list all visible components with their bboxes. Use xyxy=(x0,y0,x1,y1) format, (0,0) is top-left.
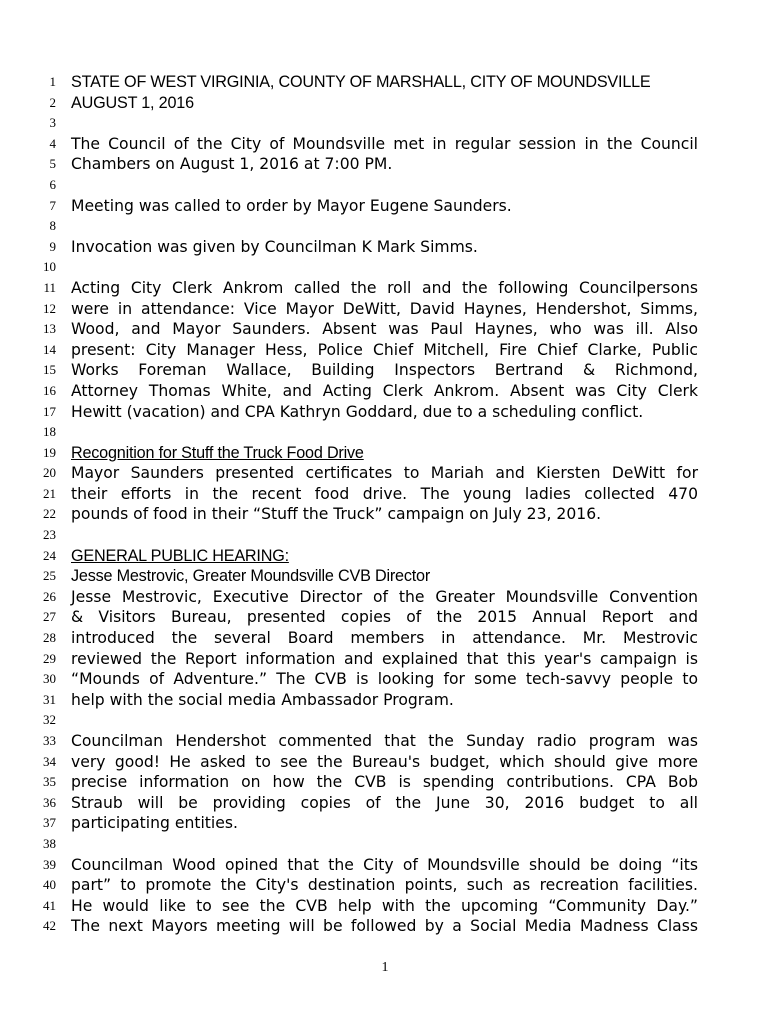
line-text: STATE OF WEST VIRGINIA, COUNTY OF MARSHALL, CITY OF MOUNDSVILLE xyxy=(71,73,651,91)
document-line xyxy=(0,813,770,834)
line-text: “Mounds of Adventure.” The CVB is looking for some tech-savvy people to xyxy=(71,670,698,689)
line-number: 28 xyxy=(43,630,56,646)
document-line xyxy=(0,587,770,608)
line-number: 14 xyxy=(43,341,56,357)
line-number: 42 xyxy=(43,918,56,934)
line-number: 2 xyxy=(49,94,56,110)
document-line xyxy=(0,484,770,505)
line-text: present: City Manager Hess, Police Chief Mitchell, Fire Chief Clarke, Public xyxy=(71,340,698,359)
line-text: participating entities. xyxy=(71,814,238,833)
line-number: 33 xyxy=(43,733,56,748)
line-text: precise information on how the CVB is spending contributions. CPA Bob xyxy=(71,773,698,792)
line-number: 10 xyxy=(43,259,56,275)
line-number: 19 xyxy=(43,444,56,460)
line-number: 13 xyxy=(43,321,56,337)
line-text: & Visitors Bureau, presented copies of the 2015 Annual Report and xyxy=(71,608,698,627)
line-number: 27 xyxy=(43,609,56,625)
line-number: 24 xyxy=(43,547,56,563)
line-number: 20 xyxy=(43,465,56,481)
document-line xyxy=(0,566,770,587)
line-text: The next Mayors meeting will be followed by a Social Media Madness Class xyxy=(71,917,698,936)
document-line xyxy=(0,196,770,217)
line-text: Councilman Hendershot commented that the Sunday radio program was xyxy=(71,732,698,750)
document-line xyxy=(0,731,770,752)
line-text: reviewed the Report information and explained that this year's campaign is xyxy=(71,649,698,668)
line-text: GENERAL PUBLIC HEARING: xyxy=(71,546,289,565)
line-text: Hewitt (vacation) and CPA Kathryn Goddard, due to a scheduling conflict. xyxy=(71,402,644,421)
document-line xyxy=(0,381,770,402)
line-text: were in attendance: Vice Mayor DeWitt, David Haynes, Hendershot, Simms, xyxy=(71,299,698,318)
document-line xyxy=(0,772,770,793)
line-number: 35 xyxy=(43,774,56,790)
line-number: 40 xyxy=(43,877,56,893)
document-line xyxy=(0,257,770,278)
document-line xyxy=(0,855,770,876)
document-line xyxy=(0,793,770,814)
line-text: help with the social media Ambassador Program. xyxy=(71,690,454,709)
line-number: 26 xyxy=(43,588,56,604)
document-line xyxy=(0,299,770,320)
line-text: Attorney Thomas White, and Acting Clerk Ankrom. Absent was City Clerk xyxy=(71,381,698,400)
document-line xyxy=(0,463,770,484)
line-text: pounds of food in their “Stuff the Truck” campaign on July 23, 2016. xyxy=(71,505,602,524)
line-text: Straub will be providing copies of the June 30, 2016 budget to all xyxy=(71,793,698,812)
line-number: 22 xyxy=(43,506,56,522)
line-number: 41 xyxy=(43,897,56,913)
line-number: 36 xyxy=(43,794,56,810)
document-line xyxy=(0,443,770,464)
line-number: 31 xyxy=(43,691,56,707)
page-number: 1 xyxy=(381,960,389,975)
line-text: Invocation was given by Councilman K Mark Simms. xyxy=(71,237,478,256)
line-number: 21 xyxy=(43,485,56,501)
document-line xyxy=(0,72,770,93)
document-line xyxy=(0,216,770,237)
line-number: 23 xyxy=(43,527,56,543)
line-number: 29 xyxy=(43,650,56,666)
line-number: 5 xyxy=(49,156,56,172)
line-text: Jesse Mestrovic, Greater Moundsville CVB Director xyxy=(71,567,431,586)
document-line xyxy=(0,422,770,443)
document-line xyxy=(0,278,770,299)
line-text: Mayor Saunders presented certificates to Mariah and Kiersten DeWitt for xyxy=(71,464,698,483)
line-text: part” to promote the City's destination points, such as recreation facilities. xyxy=(71,876,698,895)
line-number: 1 xyxy=(49,74,56,89)
line-number: 34 xyxy=(43,753,56,769)
document-line xyxy=(0,319,770,340)
line-text: Meeting was called to order by Mayor Eugene Saunders. xyxy=(71,196,512,215)
line-number: 11 xyxy=(43,279,56,295)
line-number: 4 xyxy=(49,135,56,151)
document-line xyxy=(0,896,770,917)
line-text: AUGUST 1, 2016 xyxy=(71,93,194,112)
line-text: Acting City Clerk Ankrom called the roll and the following Councilpersons xyxy=(71,278,698,297)
document-line xyxy=(0,834,770,855)
document-line xyxy=(0,649,770,670)
line-number: 3 xyxy=(49,115,56,131)
document-line xyxy=(0,340,770,361)
line-text: Works Foreman Wallace, Building Inspectors Bertrand & Richmond, xyxy=(71,361,698,380)
document-line xyxy=(0,525,770,546)
line-number: 7 xyxy=(49,197,56,213)
line-number: 39 xyxy=(43,856,56,872)
line-text: their efforts in the recent food drive. The young ladies collected 470 xyxy=(71,484,698,503)
document-line xyxy=(0,134,770,155)
document-line xyxy=(0,504,770,525)
document-line xyxy=(0,916,770,937)
document-line xyxy=(0,154,770,175)
line-number: 18 xyxy=(43,424,56,440)
line-number: 16 xyxy=(43,382,56,398)
line-number: 12 xyxy=(43,300,56,316)
document-line xyxy=(0,752,770,773)
document-line xyxy=(0,607,770,628)
line-text: introduced the several Board members in attendance. Mr. Mestrovic xyxy=(71,629,698,648)
line-number: 25 xyxy=(43,568,56,584)
line-number: 32 xyxy=(43,712,56,728)
document-line xyxy=(0,402,770,423)
document-line xyxy=(0,360,770,381)
line-number: 37 xyxy=(43,815,56,831)
document-line xyxy=(0,93,770,114)
line-number: 17 xyxy=(43,403,56,419)
document-line xyxy=(0,237,770,258)
line-number: 30 xyxy=(43,671,56,687)
document-line xyxy=(0,628,770,649)
document-line xyxy=(0,669,770,690)
line-text: Jesse Mestrovic, Executive Director of the Greater Moundsville Convention xyxy=(71,587,698,606)
document-line xyxy=(0,875,770,896)
document-line xyxy=(0,710,770,731)
line-number: 9 xyxy=(49,238,56,254)
line-number: 6 xyxy=(49,176,56,192)
document-line xyxy=(0,546,770,567)
line-number: 38 xyxy=(43,835,56,851)
line-text: Chambers on August 1, 2016 at 7:00 PM. xyxy=(71,155,393,174)
line-text: Councilman Wood opined that the City of Moundsville should be doing “its xyxy=(71,855,698,874)
line-number: 15 xyxy=(43,362,56,378)
minutes-document xyxy=(0,72,770,937)
line-text: Recognition for Stuff the Truck Food Drive xyxy=(71,443,364,462)
line-text: The Council of the City of Moundsville met in regular session in the Council xyxy=(71,134,698,153)
line-text: very good! He asked to see the Bureau's budget, which should give more xyxy=(71,752,698,771)
line-text: Wood, and Mayor Saunders. Absent was Paul Haynes, who was ill. Also xyxy=(71,320,698,339)
line-text: He would like to see the CVB help with the upcoming “Community Day.” xyxy=(71,896,698,915)
document-line xyxy=(0,113,770,134)
line-number: 8 xyxy=(49,218,56,234)
document-line xyxy=(0,690,770,711)
document-line xyxy=(0,175,770,196)
